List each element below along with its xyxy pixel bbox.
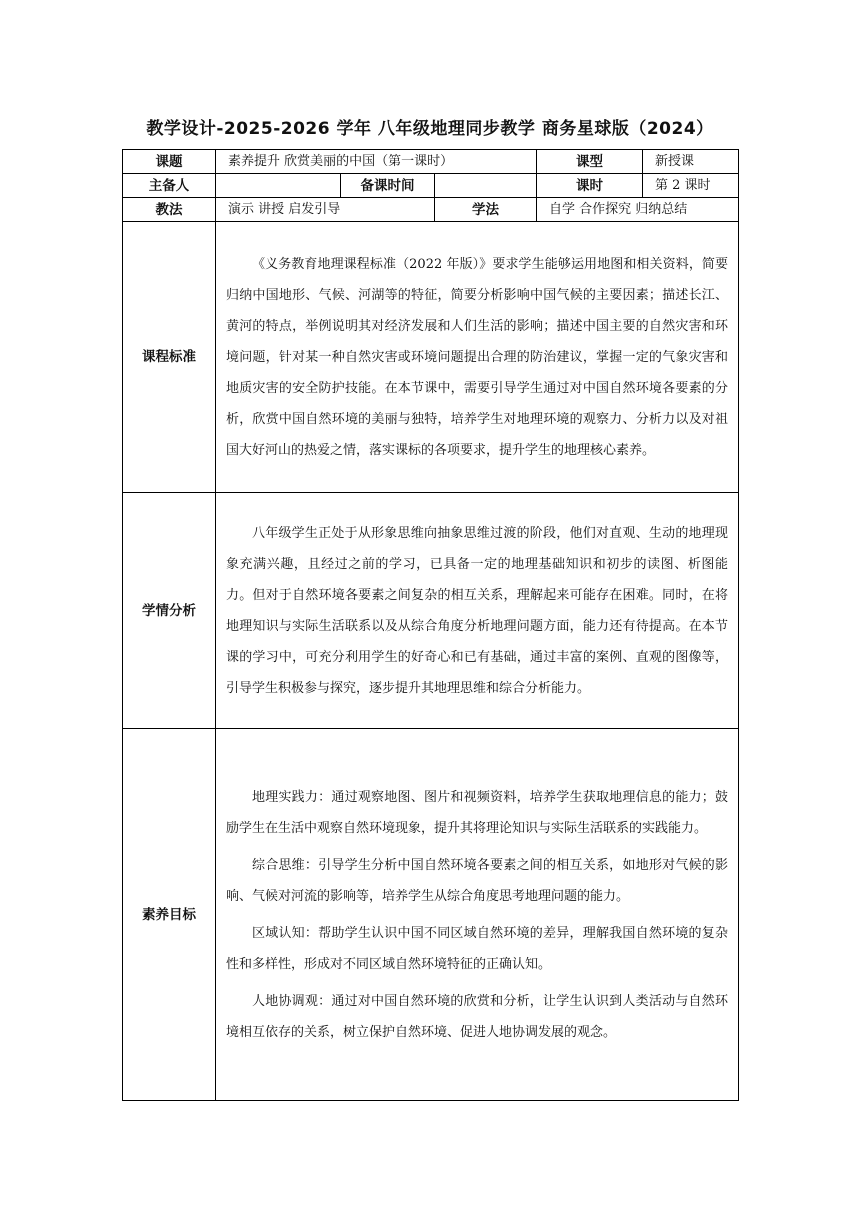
curriculum-standard-body xyxy=(216,222,739,493)
student-analysis-body xyxy=(216,493,739,729)
page-title: 教学设计-2025-2026 学年 八年级地理同步教学 商务星球版（2024） xyxy=(146,119,714,139)
literacy-goals-label: 素养目标 xyxy=(123,729,216,1101)
learning-method-label: 学法 xyxy=(435,198,537,222)
literacy-goals-body xyxy=(216,729,739,1101)
student-analysis-label: 学情分析 xyxy=(123,493,216,729)
row-literacy-goals xyxy=(123,729,739,1101)
goal-regional-cognition-text: 区域认知：帮助学生认识中国不同区域自然环境的差异，理解我国自然环境的复杂性和多样性，形成对不同区域自然环境特征的正确认知。 xyxy=(226,925,729,972)
lesson-type-value: 新授课 xyxy=(643,150,739,174)
curriculum-standard-label: 课程标准 xyxy=(123,222,216,493)
period-value: 第 2 课时 xyxy=(643,174,739,198)
topic-value: 素养提升 欣赏美丽的中国（第一课时） xyxy=(216,150,537,174)
lesson-type-label: 课型 xyxy=(537,150,643,174)
teaching-method-value: 演示 讲授 启发引导 xyxy=(216,198,435,222)
row-preparer xyxy=(123,174,739,198)
prep-time-label: 备课时间 xyxy=(341,174,435,198)
lesson-plan-table xyxy=(122,149,739,1101)
goal-human-earth-harmony-text: 人地协调观：通过对中国自然环境的欣赏和分析，让学生认识到人类活动与自然环境相互依存的关系，树立保护自然环境、促进人地协调发展的观念。 xyxy=(226,993,729,1040)
curriculum-standard-text: 《义务教育地理课程标准（2022 年版）》要求学生能够运用地图和相关资料，简要归纳中国地形、气候、河湖等的特征，简要分析影响中国气候的主要因素；描述长江、黄河的特点，举例说明其对经济发展和人们生活的影响；描述中国主要的自然灾害和环境问题，针对某一种自然灾害或环境问题提出合理的防治建议，掌握一定的气象灾害和地质灾害的安全防护技能。在本节课中，需要引导学生通过对中国自然环境各要素的分析，欣赏中国自然环境的美丽与独特，培养学生对地理环境的观察力、分析力以及对祖国大好河山的热爱之情，落实课标的各项要求，提升学生的地理核心素养。 xyxy=(226,256,729,458)
prep-time-value xyxy=(435,174,537,198)
preparer-label: 主备人 xyxy=(123,174,216,198)
preparer-value xyxy=(216,174,341,198)
period-label: 课时 xyxy=(537,174,643,198)
row-topic xyxy=(123,150,739,174)
row-methods xyxy=(123,198,739,222)
learning-method-value: 自学 合作探究 归纳总结 xyxy=(537,198,739,222)
topic-label: 课题 xyxy=(123,150,216,174)
goal-integrated-thinking-text: 综合思维：引导学生分析中国自然环境各要素之间的相互关系，如地形对气候的影响、气候对河流的影响等，培养学生从综合角度思考地理问题的能力。 xyxy=(226,857,729,904)
goal-practice-text: 地理实践力：通过观察地图、图片和视频资料，培养学生获取地理信息的能力；鼓励学生在生活中观察自然环境现象，提升其将理论知识与实际生活联系的实践能力。 xyxy=(226,789,729,836)
student-analysis-text: 八年级学生正处于从形象思维向抽象思维过渡的阶段，他们对直观、生动的地理现象充满兴趣，且经过之前的学习，已具备一定的地理基础知识和初步的读图、析图能力。但对于自然环境各要素之间复杂的相互关系，理解起来可能存在困难。同时，在将地理知识与实际生活联系以及从综合角度分析地理问题方面，能力还有待提高。在本节课的学习中，可充分利用学生的好奇心和已有基础，通过丰富的案例、直观的图像等，引导学生积极参与探究，逐步提升其地理思维和综合分析能力。 xyxy=(226,525,729,696)
row-curriculum-standard xyxy=(123,222,739,493)
teaching-method-label: 教法 xyxy=(123,198,216,222)
row-student-analysis xyxy=(123,493,739,729)
